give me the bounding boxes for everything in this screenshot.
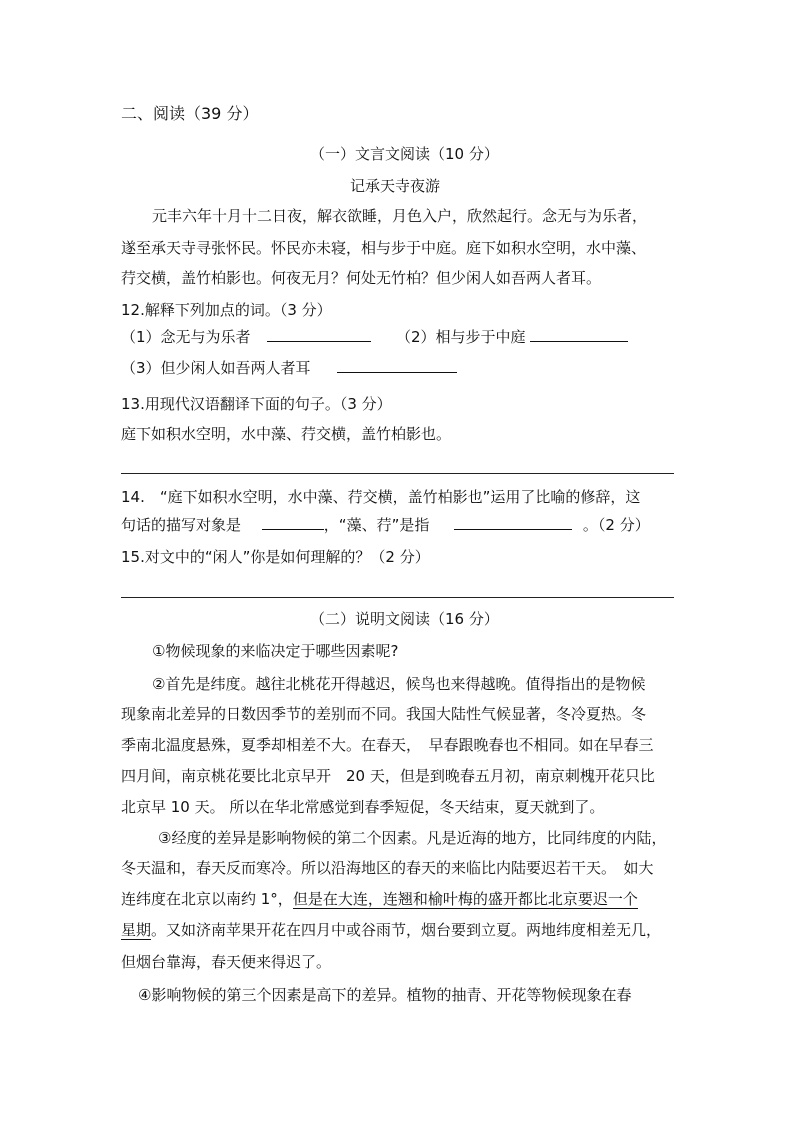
passage-line-2: 遂至承天寺寻张怀民。怀民亦未寝，相与步于中庭。庭下如积水空明，水中藻、 xyxy=(121,239,647,257)
expository-p2-line-4: 四月间，南京桃花要比北京早开 20 天，但是到晚春五月初，南京刺槐开花只比 xyxy=(121,767,655,785)
q13-stem: 13.用现代汉语翻译下面的句子。（3 分） xyxy=(121,395,392,413)
part1-heading: （一）文言文阅读（10 分） xyxy=(310,145,499,163)
part2-heading: （二）说明文阅读（16 分） xyxy=(310,610,499,628)
answer-blank[interactable] xyxy=(262,515,324,530)
expository-p3-line-1: ③经度的差异是影响物候的第二个因素。凡是近海的地方，比同纬度的内陆， xyxy=(158,829,667,847)
section-title: 二、阅读（39 分） xyxy=(121,104,259,123)
q12-item-1-text: （1）念无与为乐者 xyxy=(121,328,251,346)
expository-p3-line-5: 但烟台靠海，春天便来得迟了。 xyxy=(121,953,332,971)
answer-blank[interactable] xyxy=(337,358,457,373)
expository-p3-line-2: 冬天温和，春天反而寒冷。所以沿海地区的春天的来临比内陆要迟若干天。 如大 xyxy=(121,859,654,877)
answer-blank[interactable] xyxy=(454,515,572,530)
passage-title: 记承天寺夜游 xyxy=(350,177,441,195)
expository-p2-line-1: ②首先是纬度。越往北桃花开得越迟，候鸟也来得越晚。值得指出的是物候 xyxy=(152,675,646,693)
answer-line[interactable] xyxy=(121,597,674,598)
expository-p3-line-3 xyxy=(121,889,638,909)
q12-item-1 xyxy=(121,327,371,347)
passage-line-1: 元丰六年十月十二日夜，解衣欲睡，月色入户，欣然起行。念无与为乐者， xyxy=(152,207,648,225)
p3-text-a: 连纬度在北京以南约 1°， xyxy=(121,890,293,908)
q12-item-2 xyxy=(396,327,628,347)
q14-line-2 xyxy=(121,515,650,535)
q14-text-c: 。（2 分） xyxy=(582,516,650,534)
expository-p1: ①物候现象的来临决定于哪些因素呢? xyxy=(152,642,399,660)
answer-blank[interactable] xyxy=(267,327,371,342)
q12-item-3 xyxy=(121,358,457,378)
p3-text-b: 。又如济南苹果开花在四月中或谷雨节，烟台要到立夏。两地纬度相差无几， xyxy=(151,921,662,939)
answer-blank[interactable] xyxy=(530,327,628,342)
expository-p2-line-2: 现象南北差异的日数因季节的差别而不同。我国大陆性气候显著，冬冷夏热。冬 xyxy=(121,705,647,723)
expository-p4-line-1: ④影响物候的第三个因素是高下的差异。植物的抽青、开花等物候现象在春 xyxy=(138,986,632,1004)
expository-p3-line-4 xyxy=(121,920,661,940)
q14-line-1: 14. “庭下如积水空明，水中藻、荇交横，盖竹柏影也”运用了比喻的修辞，这 xyxy=(121,488,641,506)
underlined-word: 星期 xyxy=(121,921,152,939)
answer-line[interactable] xyxy=(121,473,674,474)
q14-text-b: ，“藻、荇”是指 xyxy=(323,516,430,534)
q14-text-a: 句话的描写对象是 xyxy=(121,516,242,534)
underlined-sentence: 但是在大连，连翘和榆叶梅的盛开都比北京要迟一个 xyxy=(292,890,638,908)
expository-p2-line-3: 季南北温度悬殊，夏季却相差不大。在春天， 早春跟晚春也不相同。如在早春三 xyxy=(121,736,654,754)
q13-sentence: 庭下如积水空明，水中藻、荇交横，盖竹柏影也。 xyxy=(121,425,452,443)
passage-line-3: 荇交横，盖竹柏影也。何夜无月？何处无竹柏？但少闲人如吾两人者耳。 xyxy=(121,269,602,287)
q12-item-3-text: （3）但少闲人如吾两人者耳 xyxy=(121,359,311,377)
q12-item-2-text: （2）相与步于中庭 xyxy=(396,328,526,346)
q15-stem: 15.对文中的“闲人”你是如何理解的？（2 分） xyxy=(121,548,430,566)
q12-stem: 12.解释下列加点的词。（3 分） xyxy=(121,301,332,319)
expository-p2-line-5: 北京早 10 天。 所以在华北常感觉到春季短促，冬天结束，夏天就到了。 xyxy=(121,798,605,816)
